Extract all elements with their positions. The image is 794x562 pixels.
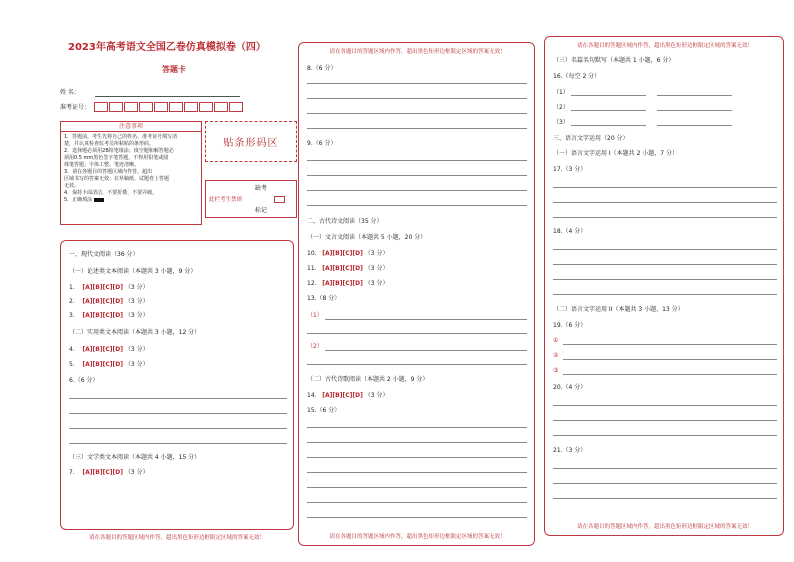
answer-line[interactable] [657, 95, 732, 96]
notice-box [60, 121, 202, 225]
answer-line[interactable] [553, 217, 777, 218]
answer-region-1 [60, 240, 294, 530]
question-label: 19.（6 分） [553, 322, 587, 329]
answer-region-2 [298, 42, 535, 546]
answer-line[interactable] [307, 83, 527, 84]
name-label: 姓 名： [60, 89, 80, 96]
notice-line: 3．请在各题目的答题区域内作答，超出 [64, 169, 153, 175]
question-label: 6.（6 分） [69, 377, 99, 384]
question-label: 16.（每空 2 分） [553, 73, 601, 80]
warning-text: 请在各题目的答题区域内作答，超出黑色矩形边框限定区域的答案无效！ [329, 534, 506, 540]
question-row[interactable]: 5. [A][B][C][D] （3 分） [69, 361, 149, 368]
answer-line[interactable] [553, 279, 777, 280]
answer-line[interactable] [69, 428, 287, 429]
answer-line[interactable] [553, 498, 777, 499]
sub-question-label: （2） [553, 104, 569, 111]
filled-sample-mark [94, 198, 104, 202]
answer-line[interactable] [307, 457, 527, 458]
answer-line[interactable] [553, 435, 777, 436]
section-heading: 三、语言文字运用（20 分） [553, 135, 629, 142]
question-label: 17.（3 分） [553, 166, 587, 173]
sub-question-label: （1） [553, 89, 569, 96]
notice-line: 无效。 [64, 183, 80, 189]
answer-line[interactable] [571, 125, 646, 126]
notice-line: 楚，并认真检查监考员所粘贴的条形码。 [64, 141, 155, 147]
answer-line[interactable] [307, 472, 527, 473]
question-row[interactable]: 1. [A][B][C][D] （3 分） [69, 284, 149, 291]
answer-line[interactable] [563, 359, 777, 360]
sub-heading: （一）论述类文本阅读（本题共 3 小题，9 分） [69, 268, 197, 275]
notice-line: 珠笔答题；字体工整、笔迹清晰。 [64, 162, 140, 168]
exam-title: 2023年高考语文全国乙卷仿真模拟卷（四） [68, 42, 266, 53]
answer-line[interactable] [563, 344, 777, 345]
section-heading: 一、现代文阅读（36 分） [69, 251, 139, 258]
notice-line: 5．正确填涂 [64, 197, 198, 204]
question-row[interactable]: 11. [A][B][C][D] （3 分） [307, 265, 389, 272]
answer-line[interactable] [563, 374, 777, 375]
answer-line[interactable] [571, 110, 646, 111]
answer-line[interactable] [307, 160, 527, 161]
answer-region-3 [544, 36, 784, 536]
question-row[interactable]: 2. [A][B][C][D] （3 分） [69, 298, 149, 305]
warning-text: 请在各题目的答题区域内作答，超出黑色矩形边框限定区域的答案无效！ [329, 49, 506, 55]
sub-heading: （一）语言文字运用 I（本题共 2 小题，7 分） [553, 150, 679, 157]
answer-line[interactable] [553, 405, 777, 406]
sub-heading: （二）实用类文本阅读（本题共 3 小题，12 分） [69, 329, 201, 336]
answer-line[interactable] [553, 202, 777, 203]
circled-number: ② [553, 352, 559, 359]
circled-number: ① [553, 337, 559, 344]
notice-line: 4．保持卡面清洁，不要折叠，不要弄破。 [64, 190, 158, 196]
sub-question-label: （1） [307, 312, 323, 319]
answer-line[interactable] [307, 98, 527, 99]
exam-id-label: 准考证号： [60, 104, 91, 111]
sub-heading: （二）语言文字运用 II（本题共 3 小题，13 分） [553, 306, 684, 313]
answer-line[interactable] [69, 443, 287, 444]
question-label: 9.（6 分） [307, 140, 337, 147]
answer-line[interactable] [571, 95, 646, 96]
warning-text: 请在各题目的答题区域内作答，超出黑色矩形边框限定区域的答案无效！ [576, 43, 753, 49]
sub-heading: （三）名篇名句默写（本题共 1 小题，6 分） [553, 57, 675, 64]
sub-question-label: （2） [307, 343, 323, 350]
notice-line: 区域书写的答案无效；在草稿纸、试题卷上答题 [64, 176, 170, 182]
warning-text: 请在各题目的答题区域内作答，超出黑色矩形边框限定区域的答案无效！ [88, 535, 265, 541]
answer-line[interactable] [69, 398, 287, 399]
answer-line[interactable] [307, 517, 527, 518]
question-label: 18.（4 分） [553, 228, 587, 235]
notice-line: 1．答题前，考生先将自己的姓名、准考证号填写清 [64, 134, 178, 140]
sub-heading: （一）文言文阅读（本题共 5 小题，20 分） [307, 234, 427, 241]
answer-line[interactable] [307, 502, 527, 503]
answer-line[interactable] [657, 110, 732, 111]
answer-line[interactable] [553, 249, 777, 250]
exam-id-boxes[interactable] [94, 102, 244, 112]
question-row[interactable]: 7. [A][B][C][D] （3 分） [69, 469, 149, 476]
barcode-area: 贴条形码区 [205, 121, 297, 162]
question-label: 15.（6 分） [307, 407, 341, 414]
answer-line[interactable] [307, 442, 527, 443]
answer-line[interactable] [307, 427, 527, 428]
section-heading: 二、古代诗文阅读（35 分） [307, 218, 383, 225]
answer-line[interactable] [307, 487, 527, 488]
answer-line[interactable] [307, 364, 527, 365]
answer-line[interactable] [553, 420, 777, 421]
question-row[interactable]: 10. [A][B][C][D] （3 分） [307, 250, 389, 257]
sub-question-label: （3） [553, 119, 569, 126]
notice-line: 2．选择题必须用2B铅笔填涂；填空题和解答题必 [64, 148, 174, 154]
answer-line[interactable] [307, 113, 527, 114]
answer-line[interactable] [69, 413, 287, 414]
question-row[interactable]: 12. [A][B][C][D] （3 分） [307, 280, 389, 287]
absent-label: 缺考 [255, 185, 268, 192]
answer-line[interactable] [325, 319, 527, 320]
sub-heading: （三）文学类文本阅读（本题共 4 小题，15 分） [69, 454, 201, 461]
answer-line[interactable] [553, 294, 777, 295]
question-row[interactable]: 4. [A][B][C][D] （3 分） [69, 346, 149, 353]
answer-line[interactable] [553, 264, 777, 265]
question-label: 21.（3 分） [553, 447, 587, 454]
answer-line[interactable] [307, 128, 527, 129]
answer-line[interactable] [657, 125, 732, 126]
answer-line[interactable] [325, 350, 527, 351]
answer-card-subtitle: 答题卡 [162, 65, 186, 74]
notice-title: 注意事项 [61, 122, 201, 132]
question-label: 8.（6 分） [307, 65, 337, 72]
answer-line[interactable] [553, 187, 777, 188]
question-label: 13.（8 分） [307, 295, 341, 302]
sub-heading: （二）古代诗歌阅读（本题共 2 小题，9 分） [307, 376, 429, 383]
absent-mark-box [205, 180, 297, 218]
answer-line[interactable] [307, 175, 527, 176]
answer-line[interactable] [307, 190, 527, 191]
answer-line[interactable] [553, 468, 777, 469]
warning-text: 请在各题目的答题区域内作答，超出黑色矩形边框限定区域的答案无效！ [576, 524, 753, 530]
notice-line: 须用0.5 mm黑色签字笔答题，不得用铅笔或圆 [64, 155, 169, 161]
answer-line[interactable] [307, 333, 527, 334]
answer-line[interactable] [553, 483, 777, 484]
question-row[interactable]: 3. [A][B][C][D] （3 分） [69, 312, 149, 319]
answer-line[interactable] [307, 205, 527, 206]
name-field[interactable] [95, 96, 240, 97]
absent-mark-label: 标记 [255, 207, 268, 214]
question-label: 20.（4 分） [553, 384, 587, 391]
absent-note: 此栏考生禁填 [209, 197, 243, 203]
absent-checkbox[interactable] [274, 196, 285, 203]
circled-number: ③ [553, 367, 559, 374]
question-row[interactable]: 14. [A][B][C][D] （3 分） [307, 392, 389, 399]
